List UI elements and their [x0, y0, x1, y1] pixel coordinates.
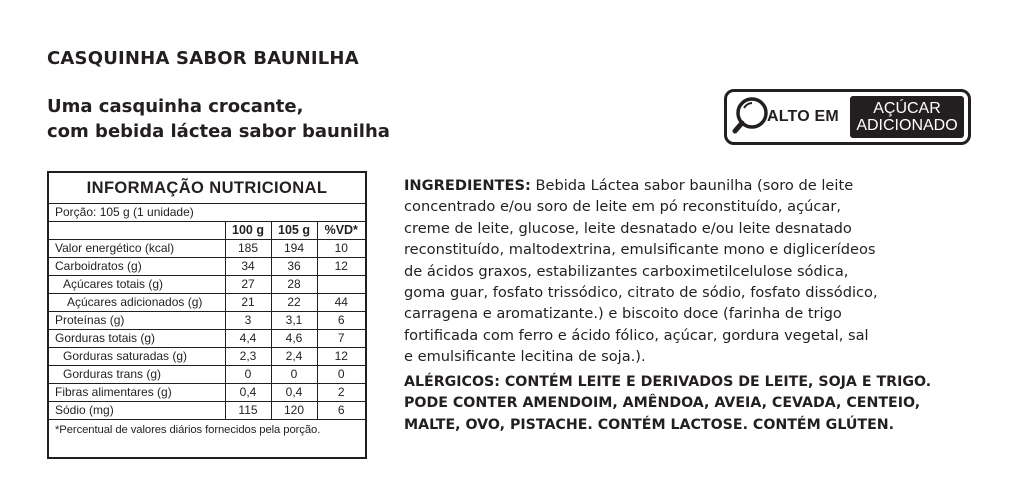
product-title: CASQUINHA SABOR BAUNILHA — [47, 48, 359, 69]
table-row — [49, 276, 365, 294]
ingredients-line: reconstituído, maltodextrina, emulsificante mono e diglicerídeos — [404, 241, 876, 259]
value-105g: 22 — [271, 294, 317, 312]
nutrient-label: Proteínas (g) — [49, 312, 225, 330]
seal-highlight-line: AÇÚCAR — [873, 100, 941, 117]
seal-prefix: ALTO EM — [767, 108, 839, 125]
nutrient-label: Valor energético (kcal) — [49, 240, 225, 258]
table-row — [49, 312, 365, 330]
ingredients-line: concentrado e/ou soro de leite em pó reconstituído, açúcar, — [404, 198, 841, 216]
value-100g: 3 — [225, 312, 271, 330]
nutrient-label: Açúcares adicionados (g) — [49, 294, 225, 312]
ingredients-label: INGREDIENTES: — [404, 177, 531, 194]
value-105g: 120 — [271, 402, 317, 420]
nutrient-label: Sódio (mg) — [49, 402, 225, 420]
allergens-line: PODE CONTER AMENDOIM, AMÊNDOA, AVEIA, CEVADA, CENTEIO, — [404, 395, 921, 412]
ingredients-line: goma guar, fosfato trissódico, citrato de sódio, fosfato dissódico, — [404, 284, 878, 302]
value-105g: 2,4 — [271, 348, 317, 366]
ingredients-text — [404, 175, 984, 368]
warning-seal — [724, 89, 971, 145]
ingredients-line: creme de leite, glucose, leite desnatado e/ou leite desnatado — [404, 219, 852, 237]
nutrient-label: Açúcares totais (g) — [49, 276, 225, 294]
nutrition-footnote: *Percentual de valores diários fornecidos pela porção. — [55, 424, 321, 436]
allergens-text — [404, 372, 984, 436]
nutrition-title: INFORMAÇÃO NUTRICIONAL — [49, 173, 365, 204]
table-row — [49, 240, 365, 258]
table-row — [49, 330, 365, 348]
value-105g: 3,1 — [271, 312, 317, 330]
value-105g: 4,6 — [271, 330, 317, 348]
value-vd: 6 — [317, 402, 365, 420]
value-vd: 6 — [317, 312, 365, 330]
ingredients-line: carragena e aromatizante.) e biscoito doce (farinha de trigo — [404, 305, 842, 323]
ingredients-line: de ácidos graxos, estabilizantes carboximetilcelulose sódica, — [404, 262, 849, 280]
seal-highlight-line: ADICIONADO — [856, 117, 958, 134]
column-header: %VD* — [317, 222, 365, 240]
seal-highlight — [850, 96, 964, 138]
subtitle-line: com bebida láctea sabor baunilha — [47, 121, 390, 142]
ingredients-line-text: Bebida Láctea sabor baunilha (soro de leite — [535, 177, 854, 194]
nutrition-header-row — [49, 222, 365, 240]
table-row — [49, 258, 365, 276]
nutrition-grid — [49, 222, 365, 420]
value-100g: 0,4 — [225, 384, 271, 402]
table-row — [49, 402, 365, 420]
nutrient-label: Gorduras totais (g) — [49, 330, 225, 348]
header-spacer — [49, 222, 225, 240]
nutrient-label: Carboidratos (g) — [49, 258, 225, 276]
value-vd: 12 — [317, 258, 365, 276]
value-vd: 10 — [317, 240, 365, 258]
nutrition-facts-table — [47, 171, 367, 459]
value-105g: 36 — [271, 258, 317, 276]
value-100g: 185 — [225, 240, 271, 258]
table-row — [49, 294, 365, 312]
value-105g: 0 — [271, 366, 317, 384]
nutrient-label: Fibras alimentares (g) — [49, 384, 225, 402]
value-vd: 0 — [317, 366, 365, 384]
value-100g: 27 — [225, 276, 271, 294]
value-100g: 2,3 — [225, 348, 271, 366]
portion-size: Porção: 105 g (1 unidade) — [49, 204, 365, 222]
value-vd: 7 — [317, 330, 365, 348]
ingredients-line — [404, 175, 984, 196]
subtitle-line: Uma casquinha crocante, — [47, 96, 304, 117]
table-row — [49, 384, 365, 402]
value-100g: 115 — [225, 402, 271, 420]
allergens-line: ALÉRGICOS: CONTÉM LEITE E DERIVADOS DE LEITE, SOJA E TRIGO. — [404, 374, 932, 390]
allergens-line: MALTE, OVO, PISTACHE. CONTÉM LACTOSE. CONTÉM GLÚTEN. — [404, 416, 895, 433]
value-vd — [317, 276, 365, 294]
table-row — [49, 348, 365, 366]
table-row — [49, 366, 365, 384]
value-vd: 2 — [317, 384, 365, 402]
product-subtitle — [47, 94, 390, 144]
ingredients-line: fortificada com ferro e ácido fólico, açúcar, gordura vegetal, sal — [404, 326, 869, 344]
nutrient-label: Gorduras trans (g) — [49, 366, 225, 384]
value-100g: 0 — [225, 366, 271, 384]
value-105g: 0,4 — [271, 384, 317, 402]
ingredients-line: e emulsificante lecitina de soja.). — [404, 348, 646, 366]
value-100g: 34 — [225, 258, 271, 276]
value-vd: 12 — [317, 348, 365, 366]
column-header: 100 g — [225, 222, 271, 240]
nutrient-label: Gorduras saturadas (g) — [49, 348, 225, 366]
value-105g: 28 — [271, 276, 317, 294]
value-100g: 4,4 — [225, 330, 271, 348]
value-105g: 194 — [271, 240, 317, 258]
value-100g: 21 — [225, 294, 271, 312]
value-vd: 44 — [317, 294, 365, 312]
column-header: 105 g — [271, 222, 317, 240]
